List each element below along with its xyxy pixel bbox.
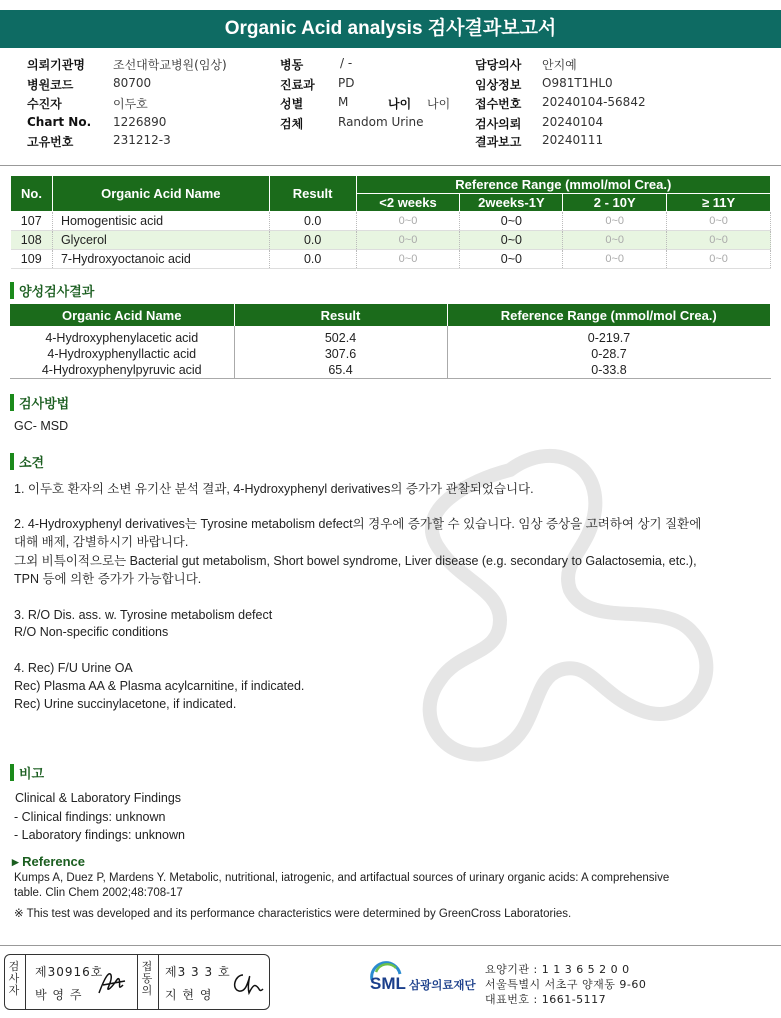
info-label: 병원코드 [27, 78, 74, 92]
col-header-ref-age: 2weeks-1Y [460, 194, 563, 212]
finding-line: 4. Rec) F/U Urine OA [14, 661, 133, 675]
cell-result: 0.0 [269, 212, 356, 231]
section-marker [10, 282, 14, 299]
section-title: 양성검사결과 [19, 285, 95, 300]
col-header-ref-age: <2 weeks [356, 194, 460, 212]
section-marker [10, 453, 14, 470]
info-label: 담당의사 [475, 58, 522, 72]
table-row [11, 212, 771, 231]
reference-heading: ▸ Reference [12, 854, 86, 869]
divider [0, 165, 781, 166]
col-header-result: Result [234, 304, 447, 326]
cell-name: Homogentisic acid [52, 212, 269, 231]
cell-no: 108 [11, 231, 53, 250]
cell-result: 0.0 [269, 231, 356, 250]
cell-result: 307.6 [234, 346, 447, 362]
col-header-no: No. [11, 176, 53, 212]
cell-ref: 0-219.7 [587, 331, 631, 345]
organic-acid-table [10, 175, 771, 269]
info-value: 231212-3 [113, 133, 171, 147]
cell-ref: 0~0 [356, 250, 460, 269]
cell-ref: 0~0 [563, 250, 667, 269]
lab-name: 삼광의료재단 [409, 978, 476, 992]
info-label: 결과보고 [475, 135, 522, 149]
method-text: GC- MSD [14, 419, 69, 433]
info-value: Random Urine [338, 115, 424, 129]
finding-line: 1. 이두호 환자의 소변 유기산 분석 결과, 4-Hydroxyphenyl derivatives의 증가가 관찰되었습니다. [14, 482, 534, 496]
cell-no: 109 [11, 250, 53, 269]
info-value: PD [338, 76, 355, 90]
cell-ref: 0~0 [460, 250, 563, 269]
cell-ref: 0~0 [356, 231, 460, 250]
col-header-name: Organic Acid Name [52, 176, 269, 212]
col-header-name: Organic Acid Name [10, 304, 234, 326]
finding-line: Rec) Plasma AA & Plasma acylcarnitine, if indicated. [14, 679, 305, 693]
info-label: 수진자 [27, 97, 62, 111]
signer-name: 박 영 주 [35, 988, 83, 1002]
cell-result: 0.0 [269, 250, 356, 269]
info-value: M [338, 95, 349, 109]
lab-info-line: 요양기관 : 1 1 3 6 5 2 0 0 [485, 963, 630, 976]
info-value: 20240104 [542, 115, 604, 129]
col-header-result: Result [269, 176, 356, 212]
info-label: 의뢰기관명 [27, 58, 85, 72]
cell-ref: 0~0 [667, 231, 771, 250]
info-value: / - [340, 56, 353, 70]
table-row [10, 362, 771, 379]
info-value: 1226890 [113, 115, 167, 129]
info-value: 조선대학교병원(임상) [113, 58, 227, 72]
cell-ref: 0~0 [460, 212, 563, 231]
info-value: 이두호 [113, 97, 148, 111]
section-heading-positive [10, 281, 94, 300]
sign-role-label: 검사자 [8, 960, 20, 997]
signer-name: 지 현 영 [165, 988, 213, 1002]
section-title: 검사방법 [19, 397, 70, 412]
info-label: 나이 [388, 97, 412, 111]
license-number: 제30916호 [35, 965, 104, 979]
info-label: 진료과 [280, 78, 315, 92]
section-heading-findings [10, 452, 44, 471]
reference-line: Kumps A, Duez P, Mardens Y. Metabolic, nutritional, iatrogenic, and artifactual sources of urinary organic acids: A comprehensive [14, 872, 670, 884]
lab-logo-text: SML [370, 974, 406, 993]
positive-results-table [10, 304, 771, 379]
info-label: 검체 [280, 117, 304, 131]
finding-line: Rec) Urine succinylacetone, if indicated. [14, 697, 237, 711]
report-title: Organic Acid analysis 검사결과보고서 [0, 10, 781, 48]
finding-line: 2. 4-Hydroxyphenyl derivatives는 Tyrosine metabolism defect의 경우에 증가할 수 있습니다. 임상 증상을 고려하여 상기 질환에 [14, 517, 702, 531]
section-title: 소견 [19, 456, 45, 471]
cell-name: Glycerol [52, 231, 269, 250]
info-value: 20240111 [542, 133, 604, 147]
section-heading-remarks [10, 763, 44, 782]
cell-name: 4-Hydroxyphenylpyruvic acid [10, 362, 234, 379]
finding-line: 대해 배제, 감별하시기 바랍니다. [14, 535, 189, 549]
info-label: 성별 [280, 97, 304, 111]
info-value: 안지예 [542, 58, 577, 72]
info-label: 고유번호 [27, 135, 74, 149]
info-label: Chart No. [27, 115, 92, 129]
finding-line: R/O Non-specific conditions [14, 625, 169, 639]
info-label: 임상정보 [475, 78, 522, 92]
footer-divider [0, 945, 781, 946]
table-row [10, 326, 771, 346]
cell-result: 502.4 [234, 326, 447, 346]
info-value: 80700 [113, 76, 152, 90]
info-value: O981T1HL0 [542, 76, 613, 90]
info-label: 접수번호 [475, 97, 522, 111]
info-label: 병동 [280, 58, 304, 72]
section-heading-method [10, 393, 69, 412]
section-title: 비고 [19, 767, 45, 782]
cell-ref: 0-33.8 [447, 362, 771, 379]
license-number: 제3 3 3 호 [165, 965, 231, 979]
cell-ref: 0~0 [563, 212, 667, 231]
sign-role-label: 접동의 [141, 960, 153, 997]
cell-no: 107 [11, 212, 53, 231]
cell-ref: 0-28.7 [591, 347, 627, 361]
info-label: 검사의뢰 [475, 117, 522, 131]
divider [158, 955, 159, 1009]
finding-line: 그외 비특이적으로는 Bacterial gut metabolism, Short bowel syndrome, Liver disease (e.g. secondary to Galactosemia, etc.), [14, 554, 697, 568]
info-value: 나이 [427, 97, 451, 111]
cell-ref: 0~0 [667, 212, 771, 231]
divider [137, 955, 138, 1009]
col-header-ref-age: ≥ 11Y [667, 194, 771, 212]
cell-ref: 0~0 [356, 212, 460, 231]
col-header-reference: Reference Range (mmol/mol Crea.) [356, 176, 770, 194]
table-row [11, 231, 771, 250]
signature-box [4, 954, 270, 1010]
col-header-reference: Reference Range (mmol/mol Crea.) [447, 304, 771, 326]
signature-icon [227, 965, 265, 1001]
divider [25, 955, 26, 1009]
lab-info-line: 서울특별시 서초구 양재동 9-60 [485, 978, 647, 991]
col-header-ref-age: 2 - 10Y [563, 194, 667, 212]
cell-ref: 0~0 [563, 231, 667, 250]
cell-name: 4-Hydroxyphenylacetic acid [10, 326, 234, 346]
cell-ref: 0~0 [460, 231, 563, 250]
finding-line: 3. R/O Dis. ass. w. Tyrosine metabolism defect [14, 608, 273, 622]
remark-line: - Clinical findings: unknown [14, 810, 166, 824]
remark-line: Clinical & Laboratory Findings [15, 791, 182, 805]
lab-info-line: 대표번호 : 1661-5117 [485, 993, 607, 1006]
cell-name: 4-Hydroxyphenyllactic acid [10, 346, 234, 362]
cell-ref: 0~0 [667, 250, 771, 269]
reference-line: table. Clin Chem 2002;48:708-17 [14, 887, 183, 899]
section-marker [10, 764, 14, 781]
cell-result: 65.4 [234, 362, 447, 379]
table-row [10, 346, 771, 362]
reference-note: ※ This test was developed and its performance characteristics were determined by GreenCross Laboratories. [14, 908, 572, 920]
patient-info [27, 54, 767, 154]
remark-line: - Laboratory findings: unknown [14, 828, 185, 842]
info-value: 20240104-56842 [542, 95, 646, 109]
lab-info [485, 962, 646, 1007]
section-marker [10, 394, 14, 411]
finding-line: TPN 등에 의한 증가가 가능합니다. [14, 572, 202, 586]
table-row [11, 250, 771, 269]
cell-name: 7-Hydroxyoctanoic acid [52, 250, 269, 269]
signature-icon [95, 967, 131, 999]
